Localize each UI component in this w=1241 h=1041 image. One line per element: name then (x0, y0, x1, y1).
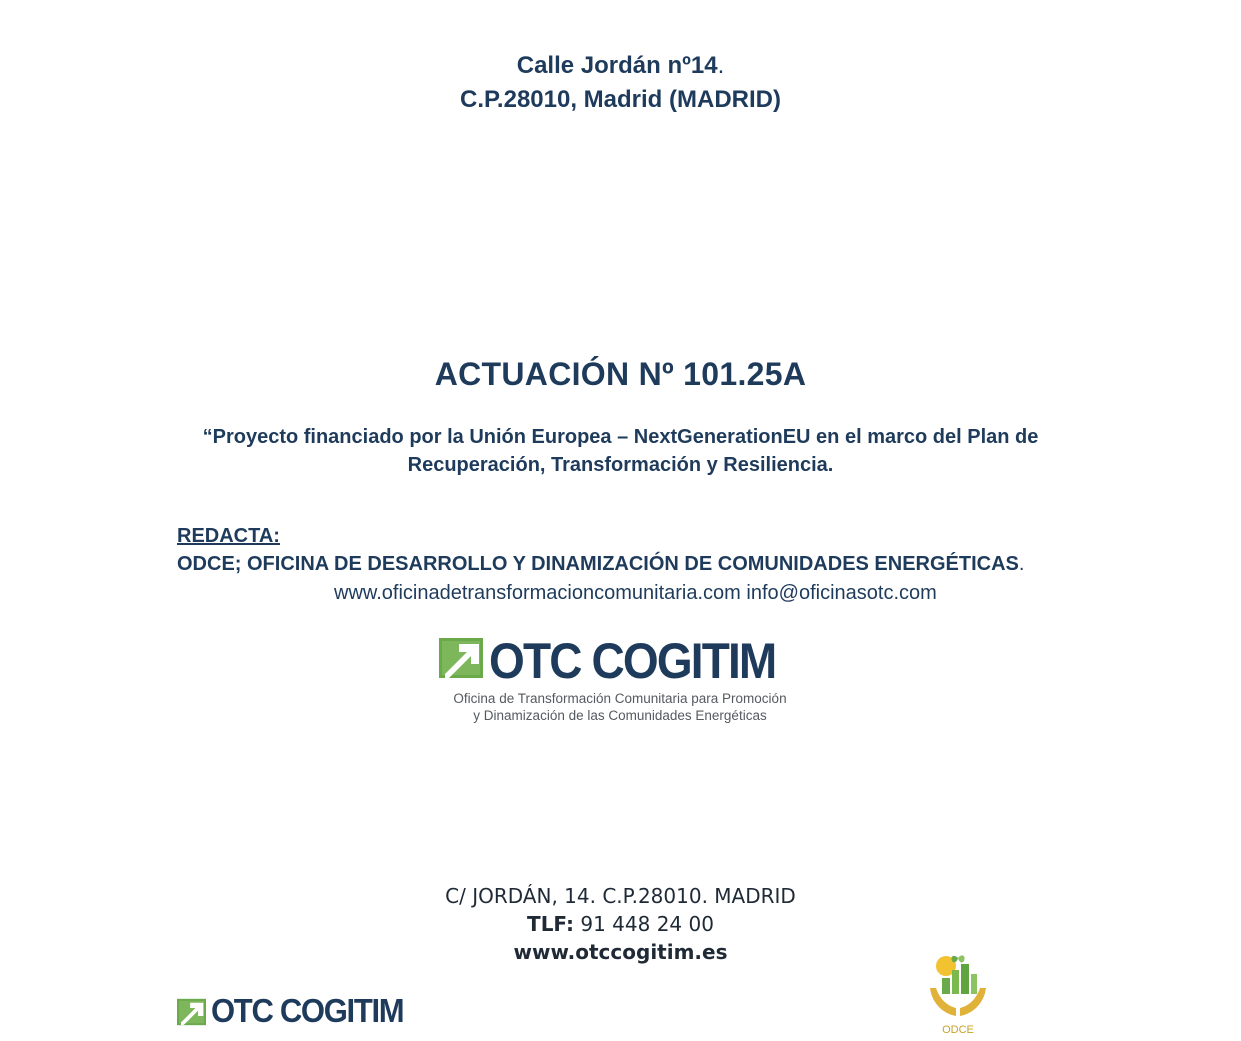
funding-statement (0, 423, 1241, 479)
redacta-organization (177, 553, 1024, 576)
redacta-website-link[interactable]: www.oficinadetransformacioncomunitaria.com (334, 582, 741, 604)
address-street-dot: . (717, 52, 725, 79)
odce-hands-city-icon (926, 952, 990, 1024)
funding-line-2: Recuperación, Transformación y Resiliencia. (407, 454, 834, 476)
address-street: Calle Jordán nº14 (516, 52, 718, 79)
footer-otc-cogitim-logo (177, 992, 417, 1032)
contact-phone-label: TLF: (527, 912, 574, 936)
otc-cogitim-logo (439, 633, 801, 726)
otc-cogitim-wordmark: OTC COGITIM (489, 633, 776, 689)
redacta-email-link[interactable]: info@oficinasotc.com (746, 582, 937, 604)
contact-address: C/ JORDÁN, 14. C.P.28010. MADRID (445, 884, 796, 908)
redacta-label: REDACTA: (177, 525, 280, 547)
odce-logo (926, 952, 990, 1038)
contact-phone (0, 910, 1241, 938)
odce-label: ODCE (942, 1024, 974, 1036)
document-title: ACTUACIÓN Nº 101.25A (434, 356, 807, 392)
redacta-organization-dot: . (1018, 553, 1025, 575)
address-line-2: C.P.28010, Madrid (MADRID) (460, 86, 781, 113)
otc-arrow-logo-icon (177, 998, 206, 1026)
footer-otc-cogitim-wordmark: OTC COGITIM (211, 992, 404, 1029)
logo-tagline-line-2: y Dinamización de las Comunidades Energéticas (473, 708, 767, 723)
contact-website-link[interactable]: www.otccogitim.es (513, 940, 728, 964)
funding-line-1: “Proyecto financiado por la Unión Europea – NextGenerationEU en el marco del Plan de (202, 426, 1039, 448)
redacta-organization-name: ODCE; OFICINA DE DESARROLLO Y DINAMIZACIÓN DE COMUNIDADES ENERGÉTICAS (177, 553, 1019, 575)
contact-phone-number: 91 448 24 00 (580, 912, 714, 936)
logo-tagline-line-1: Oficina de Transformación Comunitaria para Promoción (453, 691, 787, 706)
otc-arrow-logo-icon (439, 638, 483, 678)
redacta-contact-line (334, 582, 937, 605)
address-line-1 (0, 49, 1241, 83)
